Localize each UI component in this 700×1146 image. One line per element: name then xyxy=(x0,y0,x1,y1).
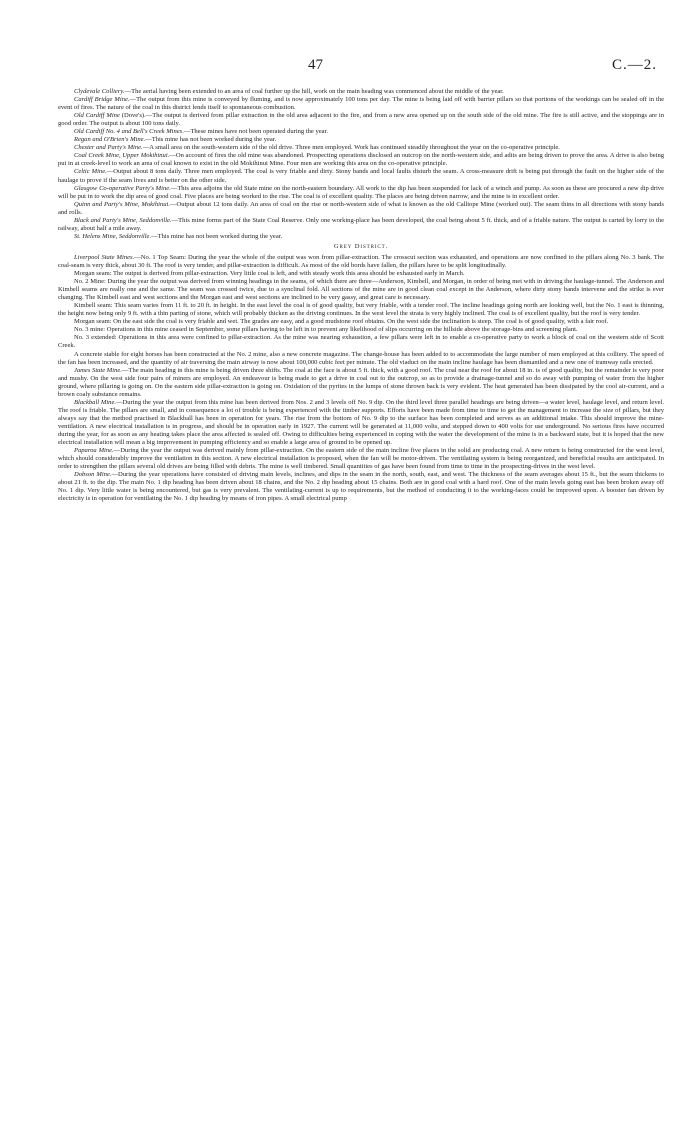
paragraph-paparoa-mine: Paparoa Mine.—During the year the output was derived mainly from pillar-extraction. On the eastern side of the main incline five places in the solid are producing coal. A new return is being constructed for the west level, which should considerably improve the ventilation in this section. A new electrical installation is proposed, when the fan will be motor-driven. The ventilating system is being reorganized, and beneficial results are anticipated. In order to strengthen the pillars several old drives are being filled with debris. The mine is well timbered. Small quantities of gas have been found from time to time in the prospecting-drives in the west level. xyxy=(58,447,664,471)
paragraph-morgan-seam-no2: Morgan seam: On the east side the coal is very friable and wet. The grades are easy, and a good mudstone roof obtains. On the west side the inclination is steep. The coal is of good quality, with a fair roof. xyxy=(74,318,609,326)
paragraph-old-cardiff-no4: Old Cardiff No. 4 and Bell's Creek Mines.—These mines have not been operated during the year. xyxy=(74,128,329,136)
section-heading-grey-district: Grey District. xyxy=(333,242,389,250)
paragraph-blackball-mine: Blackball Mine.—During the year the output from this mine has been derived from Nos. 2 and 3 levels off No. 9 dip. On the third level three parallel headings are being driven—a water level, haulage level, and return level. The roof is friable. The pillars are small, and in consequence a lot of trouble is being experienced with the timber supports. Efforts have been made from time to time to get the management to increase the size of pillars, but they always say that the method practised in Blackball has been in operation for years. The rise from the bottom of No. 9 dip to the surface has been completed and serves as an additional intake. This should improve the mine-ventilation. A new electrical installation is in progress, and should be in operation early in 1927. The current will be generated at 11,000 volts, and stepped down to 400 volts for use underground. No serious fires have occurred during the year, for as soon as any heating takes place the area affected is sealed off. Owing to difficulties being experienced in coping with the water the development of the mine is in a backward state, but it is hoped that the new electrical installation will mean a big improvement in pumping efficiency and so enable a large area of ground to be opened up. xyxy=(58,398,664,447)
paragraph-old-cardiff-mine: Old Cardiff Mine (Dove's).—The output is derived from pillar extraction in the old area adjacent to the fire, and from a new area opened up on the south side of the old mine. The fire is still active, and the stoppings are in good order. The output is about 100 tons daily. xyxy=(58,112,664,128)
paragraph-concrete-stable: A concrete stable for eight horses has been constructed at the No. 2 mine, also a new concrete magazine. The change-house has been added to to accommodate the large number of men employed at this colliery. The speed of the fan has been increased, and the quantity of air traversing the main airway is now about 100,000 cubic feet per minute. The old viaduct on the main incline haulage has been dismantled and a new one of tramway rails erected. xyxy=(58,350,664,366)
westport-mines-section xyxy=(58,88,664,241)
grey-district-section xyxy=(58,254,664,503)
paragraph-clydevale-colliery: Clydevale Colliery.—The aerial having been extended to an area of coal further up the hill, work on the main heading was commenced about the middle of the year. xyxy=(74,88,504,95)
report-body xyxy=(58,88,664,503)
paragraph-dobson-mine: Dobson Mine.—During the year operations have consisted of driving main levels, inclines, and dips in the seam in the north, south, east, and west. The thickness of the seam averages about 15 ft., but the seam thickens to about 21 ft. to the dip. The main No. 1 dip heading has been driven about 18 chains, and the No. 2 dip heading about 15 chains. Both are in good coal with a hard roof. One of the main levels going east has been broken away off No. 1 dip. Very little water is being encountered, but gas is very prevalent. The ventilating-current is up to requirements, but the method of conducting it to the working-faces could be improved upon. A booster fan driven by electricity is in operation for ventilating the No. 1 dip heading by means of iron pipes. A small electrical pump xyxy=(58,471,664,503)
paragraph-liverpool-state-mines: Liverpool State Mines.—No. 1 Top Seam: During the year the whole of the output was won from pillar-extraction. The crosscut section was exhausted, and operations are now confined to the pillars along No. 3 bank. The coal-seam is very thick, about 30 ft. The roof is very tender, and pillar-extraction is difficult. As most of the old bords have fallen, the pillars have to be split longitudinally. xyxy=(58,253,664,269)
paragraph-morgan-seam-no1: Morgan seam: The output is derived from pillar-extraction. Very little coal is left, and with steady work this area should be exhausted early in March. xyxy=(74,270,465,278)
paragraph-coal-creek-mine: Coal Creek Mine, Upper Mokihinui.—On account of fires the old mine was abandoned. Prospecting operations disclosed an outcrop on the north-western side, and adits are being driven to prove the area. A drive is also being put in at creek-level to work an area of coal known to exist in the old Mokihinui Mine. Four men are working this area on the co-operative principle. xyxy=(58,152,664,168)
paragraph-james-state-mine: James State Mine.—The main heading in this mine is being driven three shifts. The coal at the face is about 5 ft. thick, with a good roof. The coal near the roof for about 18 in. is of good quality, but the remainder is very poor and mushy. On the west side four pairs of miners are employed. An endeavour is being made to get a drive in coal out to the outcrop, so as to provide a drainage-tunnel and so do away with pumping of water from the higher ground, where pillaring is going on. On the eastern side pillar-extraction is going on. Oxidation of the pyrites in the lumps of stone thrown back is very evident. The heat generated has been dissipated by the cool air-current, and a brown coaly substance remains. xyxy=(58,366,664,398)
paragraph-cardiff-bridge-mine: Cardiff Bridge Mine.—The output from this mine is conveyed by fluming, and is now approximately 100 tons per day. The mine is being laid off with barrier pillars so that portions of the workings can be sealed off in the event of fires. The nature of the coal in this district lends itself to spontaneous combustion. xyxy=(58,96,664,112)
paragraph-quinn-party-mine: Quinn and Party's Mine, Mokihinui.—Output about 12 tons daily. An area of coal on the rise or north-western side of what is known as the old Calliope Mine (worked out). The seam thins in all directions with stony bands and rolls. xyxy=(58,200,664,216)
paragraph-no3-mine: No. 3 mine: Operations in this mine ceased in September, some pillars having to be left in to prevent any likelihood of slips occurring on the hillside above the storage-bins and screening plant. xyxy=(74,326,578,334)
paragraph-st-helens-mine: St. Helens Mine, Seddonville.—This mine has not been worked during the year. xyxy=(74,232,283,240)
paragraph-kimbell-seam: Kimbell seam: This seam varies from 11 ft. to 20 ft. in height. In the east level the coal is of good quality, but very friable, with a tender roof. The incline headings going north are looking well, but the No. 1 east is thinning, the height now being only 9 ft. with a thin parting of stone, which will probably thicken as the driving continues. In the west level the strata is very highly inclined. The coal is of excellent quality, but the roof is very tender. xyxy=(58,302,664,318)
page-header xyxy=(0,56,700,76)
paragraph-no3-extended: No. 3 extended: Operations in this area were confined to pillar-extraction. As the mine was nearing exhaustion, a few pillars were left in to enable a co-operative party to work a block of coal on the western side of Scott Creek. xyxy=(58,334,664,350)
paragraph-black-party-mine: Black and Party's Mine, Seddonville.—This mine forms part of the State Coal Reserve. Only one working-place has been developed, the coal being about 5 ft. thick, and of a friable nature. The output is carted by lorry to the railway, about half a mile away. xyxy=(58,216,665,232)
paragraph-glasgow-cooperative-mine: Glasgow Co-operative Party's Mine.—This area adjoins the old State mine on the north-eastern boundary. All work to the dip has been suspended for lack of a winch and pump. As soon as these are procured a new dip drive will be put in to work the dip area of good coal. Five places are being worked to the rise. The coal is of excellent quality. The places are being driven narrow, and the mine is in excellent order. xyxy=(58,184,664,200)
paragraph-regan-obrien-mine: Regan and O'Brien's Mine.—This mine has not been worked during the year. xyxy=(74,136,277,144)
page-number: 47 xyxy=(308,57,323,73)
paragraph-celtic-mine: Celtic Mine.—Output about 8 tons daily. Three men employed. The coal is very friable and dirty. Stony bands and local faults disturb the seam. A cross-measure drift is being put through the fault on the higher side of the haulage to prove if the seam lives and is better on the other side. xyxy=(58,168,664,184)
document-reference: C.—2. xyxy=(612,57,658,73)
paragraph-chester-party-mine: Chester and Party's Mine.—A small area on the south-western side of the old drive. Three men employed. Work has continued steadily throughout the year on the co-operative principle. xyxy=(74,144,560,152)
paragraph-no2-mine: No. 2 Mine: During the year the output was derived from winning headings in the seams, of which there are three—Anderson, Kimbell, and Morgan, in order of being met with in driving the haulage-tunnel. The Anderson and Kimbell seams are really one and the same. The seam was crossed twice, due to a synclinal fold. All sections of the mine are in good clean coal except in the Anderson, where dirty stony bands intervene and the strike is ever changing. The Kimbell east and west sections and the Morgan east and west sections are inclined to be very gassy, and great care is necessary. xyxy=(58,278,664,302)
